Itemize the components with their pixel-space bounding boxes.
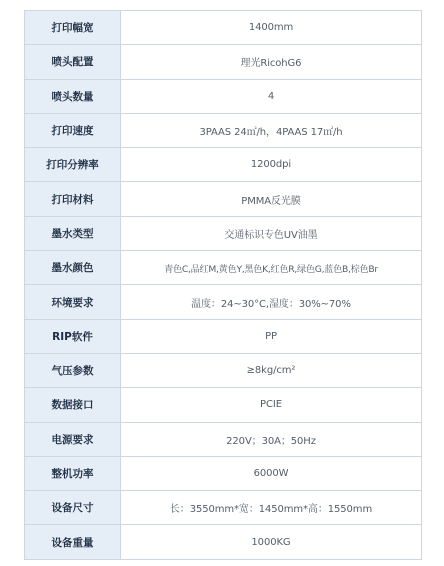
table-row xyxy=(25,79,422,113)
spec-value: 3PAAS 24㎡/h，4PAAS 17㎡/h xyxy=(121,113,422,147)
spec-value: PCIE xyxy=(121,388,422,422)
table-row xyxy=(25,11,422,45)
spec-label: 喷头配置 xyxy=(25,45,121,79)
spec-table xyxy=(24,10,422,560)
spec-value: 4 xyxy=(121,79,422,113)
table-row xyxy=(25,216,422,250)
table-row xyxy=(25,148,422,182)
spec-value: 温度：24~30°C,湿度：30%~70% xyxy=(121,285,422,319)
spec-value: 青色C,品红M,黄色Y,黑色K,红色R,绿色G,蓝色B,棕色Br xyxy=(121,251,422,285)
spec-value: 1200dpi xyxy=(121,148,422,182)
spec-label: RIP软件 xyxy=(25,319,121,353)
spec-label: 打印材料 xyxy=(25,182,121,216)
spec-value: 理光RicohG6 xyxy=(121,45,422,79)
spec-value: 长：3550mm*宽：1450mm*高：1550mm xyxy=(121,491,422,525)
table-row xyxy=(25,422,422,456)
table-row xyxy=(25,285,422,319)
spec-value: 交通标识专色UV油墨 xyxy=(121,216,422,250)
spec-value: 220V；30A；50Hz xyxy=(121,422,422,456)
table-row xyxy=(25,525,422,559)
spec-label: 打印分辨率 xyxy=(25,148,121,182)
spec-value: 6000W xyxy=(121,456,422,490)
table-row xyxy=(25,251,422,285)
table-row xyxy=(25,353,422,387)
spec-value: PMMA反光膜 xyxy=(121,182,422,216)
spec-label: 数据接口 xyxy=(25,388,121,422)
spec-label: 气压参数 xyxy=(25,353,121,387)
spec-value: 1000KG xyxy=(121,525,422,559)
spec-value: 1400mm xyxy=(121,11,422,45)
spec-label: 墨水类型 xyxy=(25,216,121,250)
spec-label: 设备重量 xyxy=(25,525,121,559)
table-row xyxy=(25,388,422,422)
table-row xyxy=(25,491,422,525)
table-row xyxy=(25,182,422,216)
table-row xyxy=(25,45,422,79)
spec-label: 环境要求 xyxy=(25,285,121,319)
spec-label: 墨水颜色 xyxy=(25,251,121,285)
spec-label: 打印速度 xyxy=(25,113,121,147)
spec-label: 电源要求 xyxy=(25,422,121,456)
spec-label: 打印幅宽 xyxy=(25,11,121,45)
spec-label: 喷头数量 xyxy=(25,79,121,113)
table-row xyxy=(25,319,422,353)
table-row xyxy=(25,113,422,147)
spec-label: 整机功率 xyxy=(25,456,121,490)
spec-value: ≥8kg/cm² xyxy=(121,353,422,387)
spec-label: 设备尺寸 xyxy=(25,491,121,525)
table-row xyxy=(25,456,422,490)
spec-value: PP xyxy=(121,319,422,353)
